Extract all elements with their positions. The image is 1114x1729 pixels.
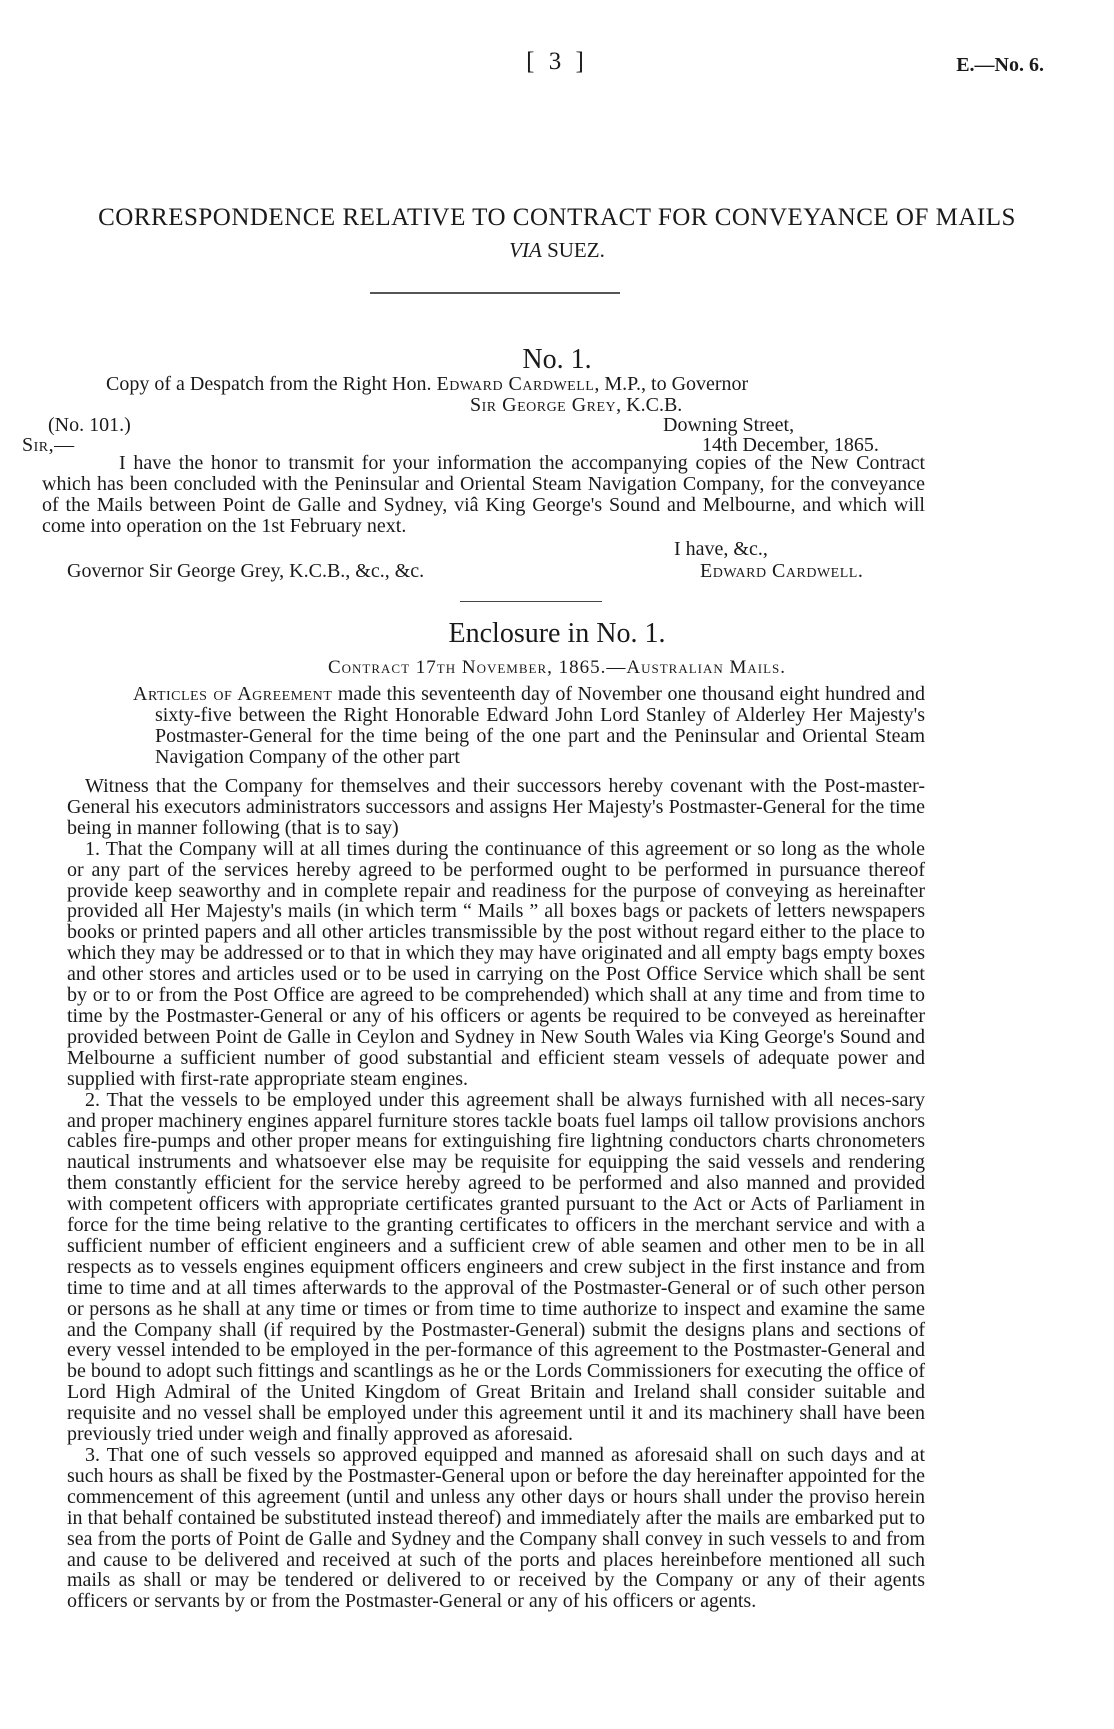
despatch-body: I have the honor to transmit for your information the accompanying copies of the New Contract which has been concluded with the Peninsular and Oriental Steam Navigation Company, for the conveyance of the Mails between Point de Galle and Sydney, viâ King George's Sound and Melbourne, and which will come into operation on the 1st February next.: [42, 452, 925, 537]
clause-1: 1. That the Company will at all times during the continuance of this agreement or so long as the whole or any part of the services hereby agreed to be performed ought to be performed in pursuance thereof provide keep seaworthy and in complete repair and readiness for the purpose of conveying as hereinafter provided all Her Majesty's mails (in which term “ Mails ” all boxes bags or packets of letters newspapers books or printed papers and all other articles transmissible by the post without regard either to the place to which they may be addressed or to that in which they may have originated and all empty bags empty boxes and other stores and articles used or to be used in carrying on the Post Office Service which shall be sent by or to or from the Post Office are agreed to be comprehended) which shall at any time and from time to time by the Postmaster-General or any of his officers or agents be required to be conveyed as hereinafter provided between Point de Galle in Ceylon and Sydney in New South Wales via King George's Sound and Melbourne a sufficient number of good substantial and efficient steam vessels of adequate power and supplied with first-rate appropriate steam engines.: [67, 837, 925, 1090]
despatch-sender: Edward Cardwell: [436, 373, 595, 395]
contract-body: [67, 776, 925, 1612]
despatch-ref-number: (No. 101.): [48, 414, 131, 436]
enclosure-heading: Enclosure in No. 1.: [448, 618, 666, 649]
despatch-addressee: Governor Sir George Grey, K.C.B., &c., &c.: [67, 560, 425, 582]
despatch-recipient-line: [470, 394, 682, 417]
despatch-number: No. 1.: [522, 344, 592, 375]
articles-text: made this seventeenth day of November one thousand eight hundred and sixty-five between the Right Honorable Edward John Lord Stanley of Alderley Her Majesty's Postmaster-General for the time being of the one part and the Peninsular and Oriental Steam Navigation Company of the other part: [155, 683, 925, 768]
page-number: [ 3 ]: [526, 48, 588, 75]
clause-3: 3. That one of such vessels so approved equipped and manned as aforesaid shall on such days and at such hours as shall be fixed by the Postmaster-General upon or before the day hereinafter appointed for the commencement of this agreement (until and unless any other days or hours shall under the proviso herein in that behalf contained be substituted instead thereof) and immediately after the mails are embarked put to sea from the ports of Point de Galle and Sydney and the Company shall convey in such vessels to and from and cause to be delivered and received at such of the ports and places hereinbefore mentioned all such mails as shall or may be tendered or delivered to or received by the Company or any of their agents officers or servants by or from the Postmaster-General or any of his officers or agents.: [67, 1444, 925, 1613]
witness-paragraph: Witness that the Company for themselves and their successors hereby covenant with the Post-master-General his executors administrators successors and assigns Her Majesty's Postmaster-General for the time being in manner following (that is to say): [67, 775, 925, 839]
despatch-description-text: Copy of a Despatch from the Right Hon.: [106, 373, 437, 395]
articles-lead: Articles of Agreement: [133, 683, 333, 705]
title-suez: SUEZ.: [541, 238, 605, 262]
document-title: CORRESPONDENCE RELATIVE TO CONTRACT FOR CONVEYANCE OF MAILS: [98, 204, 1016, 231]
clause-2: 2. That the vessels to be employed under this agreement shall be always furnished with all neces-sary and proper machinery engines apparel furniture stores tackle boats fuel lamps oil tallow provisions anchors cables fire-pumps and other proper means for extinguishing fire lightning conductors charts chronometers nautical instruments and whatsoever else may be requisite for equipping the said vessels and rendering them constantly efficient for the service hereby agreed to be performed and also manned and provided with competent officers with appropriate certificates granted pursuant to the Act or Acts of Parliament in force for the time being relative to the granting certificates to officers in the merchant service and with a sufficient number of efficient engineers and a sufficient crew of able seamen and other men to be in all respects as to vessels engines equipment officers engineers and crew subject in the first instance and from time to time and at all times afterwards to the approval of the Postmaster-General or of such other person or persons as he shall at any time or times or from time to time authorize to inspect and examine the same and the Company shall (if required by the Postmaster-General) submit the designs plans and sections of every vessel intended to be employed in the per-formance of this agreement to the Postmaster-General and be bound to adopt such fittings and scantlings as he or the Lords Commissioners for executing the office of Lord High Admiral of the United Kingdom of Great Britain and Ireland shall consider suitable and requisite and no vessel shall be employed under this agreement until it and its machinery shall have been previously tried under weigh and finally approved as aforesaid.: [67, 1088, 925, 1446]
despatch-place: Downing Street,: [663, 414, 795, 436]
despatch-recipient-title: , K.C.B.: [616, 394, 683, 416]
despatch-recipient: Sir George Grey: [470, 394, 617, 416]
contract-heading: Contract 17th November, 1865.—Australian Mails.: [327, 657, 787, 678]
despatch-description-text-2: , M.P., to Governor: [594, 373, 749, 395]
title-divider: [370, 292, 620, 294]
articles-of-agreement: [133, 684, 925, 768]
document-reference: E.—No. 6.: [956, 54, 1044, 76]
despatch-date: 14th December, 1865.: [702, 434, 879, 456]
despatch-closing: I have, &c.,: [674, 538, 768, 560]
document-subtitle: [0, 238, 1114, 263]
despatch-signature: Edward Cardwell.: [700, 560, 864, 582]
section-divider: [460, 601, 602, 602]
salutation: Sir,—: [22, 434, 75, 456]
despatch-description: [106, 373, 748, 396]
title-via: VIA: [509, 238, 542, 262]
